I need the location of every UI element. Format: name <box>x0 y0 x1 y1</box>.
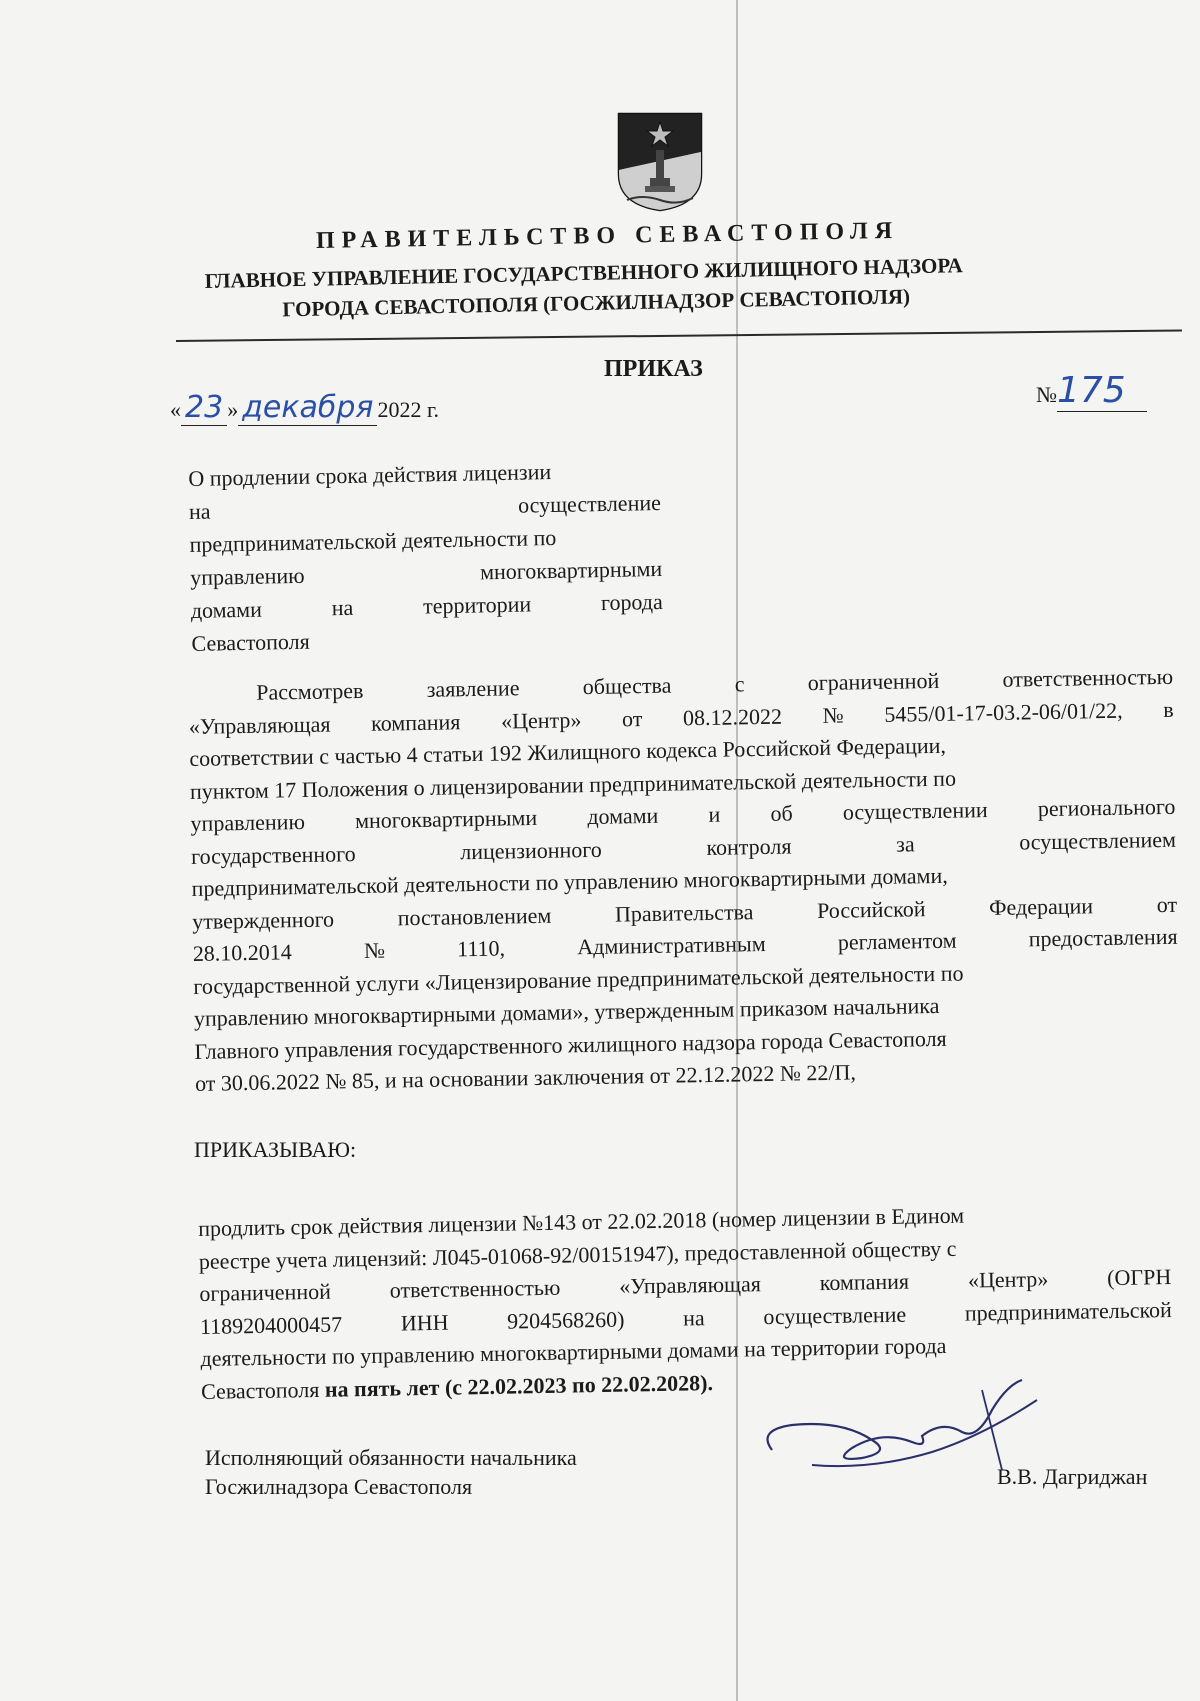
subject-word: территории <box>422 591 532 619</box>
text-word: 9204568260) <box>506 1306 625 1334</box>
text-word: «Центр» <box>967 1266 1049 1293</box>
text-word: предпринимательской <box>964 1296 1173 1326</box>
text-word: регламентом <box>837 927 957 955</box>
text-word: ИНН <box>400 1309 449 1335</box>
text-word: «Управляющая <box>619 1271 762 1299</box>
text-word: утвержденного <box>192 905 335 934</box>
body-line: государственной услуги «Лицензирование предпринимательской деятельности по <box>193 960 964 999</box>
government-title: ПРАВИТЕЛЬСТВО СЕВАСТОПОЛЯ <box>315 217 900 254</box>
text-word: регионального <box>1037 793 1176 822</box>
order-directive-word: ПРИКАЗЫВАЮ: <box>194 1137 357 1162</box>
text-word: на <box>682 1304 705 1331</box>
subject-word: города <box>600 588 663 616</box>
position-line: Госжилнадзора Севастополя <box>205 1474 473 1499</box>
text-word: от <box>621 705 643 731</box>
text-word: Правительства <box>614 898 754 927</box>
text-word: Российской <box>816 895 926 923</box>
text-word: и <box>708 801 721 827</box>
subject-word: управлению <box>189 562 305 590</box>
text-word: осуществлением <box>1019 826 1177 855</box>
body-line: Главного управления государственного жилищного надзора города Севастополя <box>194 1025 947 1064</box>
text-word: с <box>734 671 745 697</box>
body-line: пунктом 17 Положения о лицензировании предпринимательской деятельности по <box>189 765 957 804</box>
text-word: ответственностью <box>389 1274 561 1303</box>
text-word: управлению <box>190 808 306 836</box>
text-word: осуществление <box>763 1301 907 1329</box>
text-word: 28.10.2014 <box>192 939 293 966</box>
order-title: ПРИКАЗ <box>604 356 703 382</box>
text-word: домами <box>587 802 659 830</box>
text-word: об <box>770 800 793 826</box>
text-word: осуществлении <box>842 797 988 825</box>
text-word: ограниченной <box>807 667 940 696</box>
order-subject <box>188 453 664 660</box>
text-word: «Управляющая <box>188 711 331 739</box>
subject-line: Севастополя <box>191 628 310 656</box>
text-word: общества <box>582 672 672 700</box>
text-word: контроля <box>706 832 792 860</box>
text-word: от <box>1156 891 1178 917</box>
text-word: (ОГРН <box>1106 1264 1172 1291</box>
text-word: Федерации <box>988 892 1094 920</box>
text-word: лицензионного <box>460 836 602 864</box>
subject-word: осуществление <box>517 489 662 518</box>
text-word: № <box>363 937 386 963</box>
date-quote: « <box>170 397 181 422</box>
text-word: за <box>895 830 915 857</box>
department-line: ГЛАВНОЕ УПРАВЛЕНИЕ ГОСУДАРСТВЕННОГО ЖИЛИЩНОГО НАДЗОРА <box>204 253 963 294</box>
decree-line: продлить срок действия лицензии №143 от 22.02.2018 (номер лицензии в Едином <box>198 1202 965 1241</box>
position-line: Исполняющий обязанности начальника <box>205 1445 577 1470</box>
header-divider <box>176 329 1182 342</box>
text-word: заявление <box>426 675 520 702</box>
body-line: предпринимательской деятельности по управлению многоквартирными домами, <box>191 862 948 901</box>
number-prefix: № <box>1036 382 1057 407</box>
body-line: управлению многоквартирными домами», утвержденным приказом начальника <box>193 992 940 1031</box>
text-word: компания <box>819 1268 910 1296</box>
preamble-paragraph <box>188 661 1180 1101</box>
text-word: многоквартирными <box>354 804 538 834</box>
subject-line: О продлении срока действия лицензии <box>188 459 552 491</box>
text-word: государственного <box>190 840 356 869</box>
date-day: 23 <box>185 390 224 425</box>
text-word: 5455/01-17-03.2-06/01/22, <box>884 697 1123 727</box>
text-word: Административным <box>577 930 766 960</box>
text-word: предоставления <box>1028 923 1178 952</box>
subject-word: домами <box>190 596 263 623</box>
subject-word: многоквартирными <box>479 555 663 585</box>
order-number <box>1036 370 1147 412</box>
subject-line: предпринимательской деятельности по <box>189 524 557 557</box>
department-line: ГОРОДА СЕВАСТОПОЛЯ (ГОСЖИЛНАДЗОР СЕВАСТОПОЛЯ) <box>282 284 911 322</box>
date-quote: » <box>227 397 239 422</box>
department-name <box>204 247 1125 326</box>
text-word: в <box>1163 696 1174 722</box>
date-month: декабря <box>242 390 374 425</box>
sevastopol-coat-of-arms-icon <box>617 112 703 212</box>
text-word: Рассмотрев <box>256 677 364 705</box>
decree-text: Севастополя <box>200 1376 326 1404</box>
decree-line: деятельности по управлению многоквартирными домами на территории города <box>200 1332 947 1371</box>
order-date <box>170 390 439 426</box>
text-word: 1189204000457 <box>199 1311 343 1339</box>
body-line: соответствии с частью 4 статьи 192 Жилищного кодекса Российской Федерации, <box>189 732 947 771</box>
date-year: 2022 г. <box>377 397 440 422</box>
text-word: «Центр» <box>500 706 582 734</box>
text-word: 08.12.2022 <box>682 703 783 730</box>
subject-word: на <box>188 498 211 524</box>
signatory-position <box>205 1443 577 1501</box>
text-word: № <box>822 702 844 728</box>
body-line: от 30.06.2022 № 85, и на основании заключения от 22.12.2022 № 22/П, <box>194 1059 857 1096</box>
text-word: компания <box>370 708 461 736</box>
decree-line: реестре учета лицензий: Л045-01068-92/00151947), предоставленной обществу с <box>198 1235 957 1274</box>
subject-word: на <box>331 594 354 621</box>
number-handwritten: 175 <box>1057 370 1147 412</box>
text-word: постановлением <box>397 902 552 930</box>
text-word: ответственностью <box>1002 663 1174 692</box>
signatory-name: В.В. Дагриджан <box>997 1464 1148 1489</box>
text-word: 1110, <box>456 935 506 962</box>
text-word: ограниченной <box>199 1278 332 1306</box>
decree-term-bold: на пять лет (с 22.02.2023 по 22.02.2028). <box>324 1369 714 1402</box>
